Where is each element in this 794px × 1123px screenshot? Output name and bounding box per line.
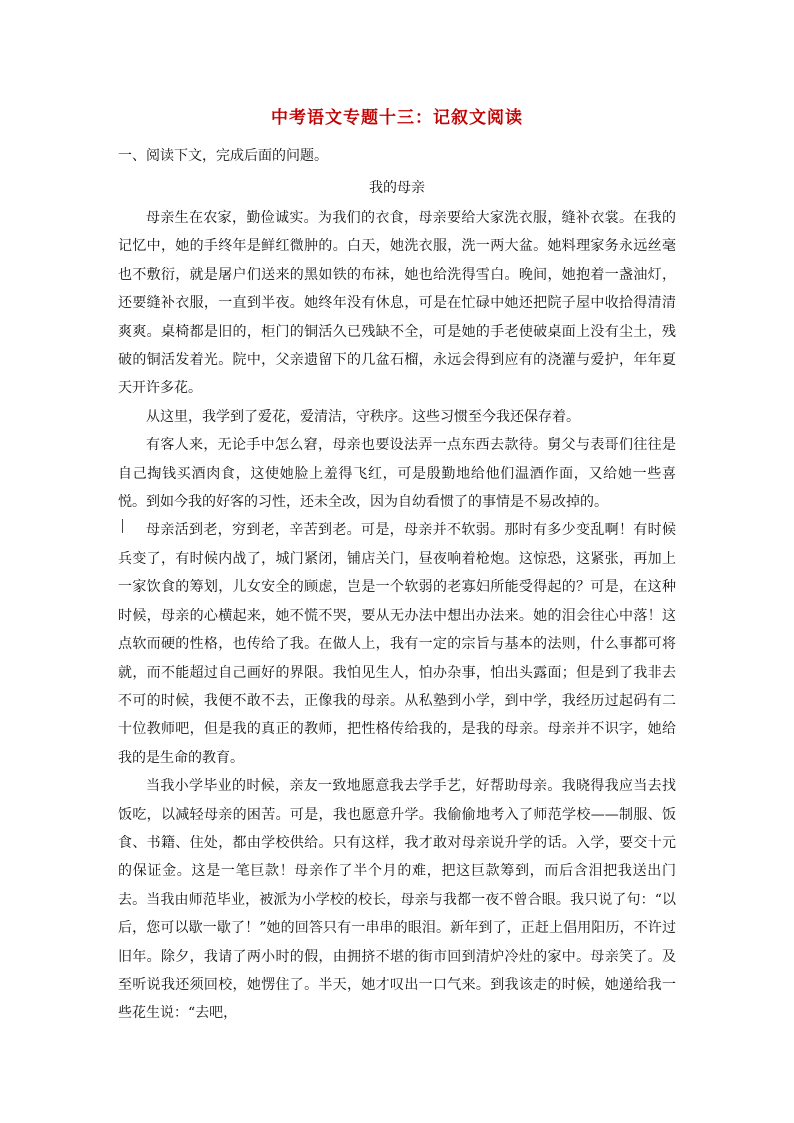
paragraph: 母亲生在农家，勤俭诚实。为我们的衣食，母亲要给大家洗衣服，缝补衣裳。在我的记忆中，她的手终年是鲜红微肿的。白天，她洗衣服，洗一两大盆。她料理家务永远丝毫也不敷衍，就是屠户们送来的黑如铁的布袜，她也给洗得雪白。晚间，她抱着一盏油灯，还要缝补衣服，一直到半夜。她终年没有休息，可是在忙碌中她还把院子屋中收拾得清清爽爽。桌椅都是旧的，柜门的铜活久已残缺不全，可是她的手老使破桌面上没有尘土，残破的铜活发着光。院中，父亲遗留下的几盆石榴，永远会得到应有的浇灌与爱护，年年夏天开许多花。 [118, 210, 676, 397]
document-title: 中考语文专题十三：记叙文阅读 [271, 108, 523, 128]
article-body [118, 204, 676, 1028]
article-title: 我的母亲 [369, 180, 425, 196]
paragraph: 当我小学毕业的时候，亲友一致地愿意我去学手艺，好帮助母亲。我晓得我应当去找饭吃，以减轻母亲的困苦。可是，我也愿意升学。我偷偷地考入了师范学校——制服、饭食、书籍、住处，都由学校供给。只有这样，我才敢对母亲说升学的话。入学，要交十元的保证金。这是一笔巨款！母亲作了半个月的难，把这巨款筹到，而后含泪把我送出门去。当我由师范毕业，被派为小学校的校长，母亲与我都一夜不曾合眼。我只说了句：“以后，您可以歇一歇了！”她的回答只有一串串的眼泪。新年到了，正赶上倡用阳历，不许过旧年。除夕，我请了两小时的假，由拥挤不堪的街市回到清炉冷灶的家中。母亲笑了。及至听说我还须回校，她愣住了。半天，她才叹出一口气来。到我该走的时候，她递给我一些花生说：“去吧， [118, 778, 676, 1022]
text-cursor [122, 519, 123, 533]
paragraph: 从这里，我学到了爱花，爱清洁，守秩序。这些习惯至今我还保存着。 [146, 408, 580, 425]
paragraph: 有客人来，无论手中怎么窘，母亲也要设法弄一点东西去款待。舅父与表哥们往往是自己掏钱买酒肉食，这使她脸上羞得飞红，可是殷勤地给他们温酒作面，又给她一些喜悦。到如今我的好客的习性，还未全改，因为自幼看惯了的事情是不易改掉的。 [118, 437, 676, 511]
instruction-text: 一、阅读下文，完成后面的问题。 [118, 148, 328, 164]
paragraph: 母亲活到老，穷到老，辛苦到老。可是，母亲并不软弱。那时有多少变乱啊！有时候兵变了，有时候内战了，城门紧闭，铺店关门，昼夜响着枪炮。这惊恐，这紧张，再加上一家饮食的筹划，儿女安全的顾虑，岂是一个软弱的老寡妇所能受得起的？可是，在这种时候，母亲的心横起来，她不慌不哭，要从无办法中想出办法来。她的泪会往心中落！这点软而硬的性格，也传给了我。在做人上，我有一定的宗旨与基本的法则，什么事都可将就，而不能超过自己画好的界限。我怕见生人，怕办杂事，怕出头露面；但是到了我非去不可的时候，我便不敢不去，正像我的母亲。从私塾到小学，到中学，我经历过起码有二十位教师吧，但是我的真正的教师，把性格传给我的，是我的母亲。母亲并不识字，她给我的是生命的教育。 [118, 522, 676, 766]
